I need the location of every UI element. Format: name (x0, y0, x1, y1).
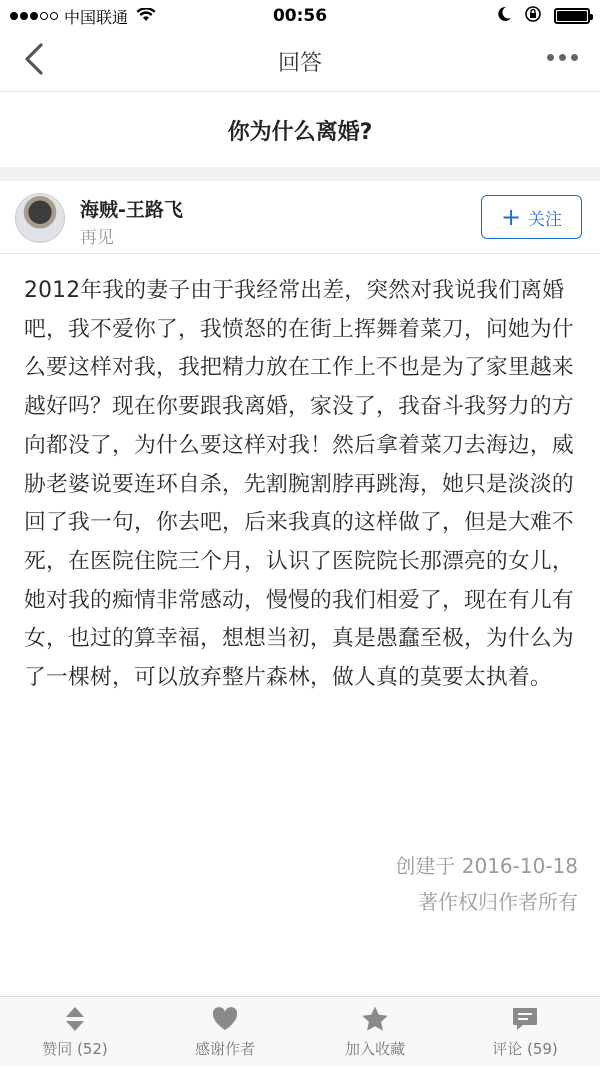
more-options-button[interactable] (547, 54, 578, 61)
comments-label: 评论 (59) (492, 1039, 558, 1058)
question-title[interactable]: 你为什么离婚? (227, 119, 373, 145)
avatar[interactable] (15, 193, 65, 243)
wifi-icon (136, 7, 156, 26)
battery-icon (554, 8, 590, 24)
upvote-button[interactable] (0, 997, 150, 1066)
star-icon (361, 1005, 389, 1033)
author-bio: 再见 (80, 228, 114, 248)
nav-bar (0, 32, 600, 92)
created-date: 创建于 2016-10-18 (395, 854, 578, 878)
section-divider (0, 167, 600, 181)
collect-label: 加入收藏 (344, 1039, 405, 1058)
plus-icon: + (500, 203, 522, 231)
upvote-label: 赞同 (52) (42, 1039, 108, 1058)
follow-button[interactable] (481, 195, 582, 239)
collect-button[interactable] (300, 997, 450, 1066)
status-bar (0, 0, 600, 32)
answer-body: 2012年我的妻子由于我经常出差，突然对我说我们离婚吧，我不爱你了，我愤怒的在街上挥舞着菜刀，问她为什么要这样对我，我把精力放在工作上不也是为了家里越来越好吗？现在你要跟我离婚，家没了，我奋斗我努力的方向都没了，为什么要这样对我！然后拿着菜刀去海边，威胁老婆说要连环自杀，先割腕割脖再跳海，她只是淡淡的回了我一句，你去吧，后来我真的这样做了，但是大难不死，在医院住院三个月，认识了医院院长那漂亮的女儿，她对我的痴情非常感动，慢慢的我们相爱了，现在有儿有女，也过的算幸福，想想当初，真是愚蠢至极，为什么为了一棵树，可以放弃整片森林，做人真的莫要太执着。 (24, 278, 574, 691)
rotation-lock-icon (524, 5, 542, 27)
carrier-name: 中国联通 (64, 7, 129, 27)
moon-icon (496, 6, 512, 26)
thanks-button[interactable] (150, 997, 300, 1066)
heart-icon (211, 1005, 239, 1033)
author-name[interactable]: 海贼-王路飞 (80, 199, 183, 221)
comments-button[interactable] (450, 997, 600, 1066)
bottom-action-bar (0, 996, 600, 1066)
clock: 00:56 (272, 6, 328, 26)
page-title: 回答 (277, 51, 322, 76)
copyright-notice: 著作权归作者所有 (418, 890, 578, 914)
signal-strength-icon (10, 12, 58, 20)
author-row (0, 181, 600, 254)
comment-icon (511, 1005, 539, 1033)
thanks-label: 感谢作者 (194, 1039, 255, 1058)
vote-arrows-icon (61, 1005, 89, 1033)
follow-label: 关注 (528, 209, 563, 230)
answer-meta (395, 848, 578, 920)
